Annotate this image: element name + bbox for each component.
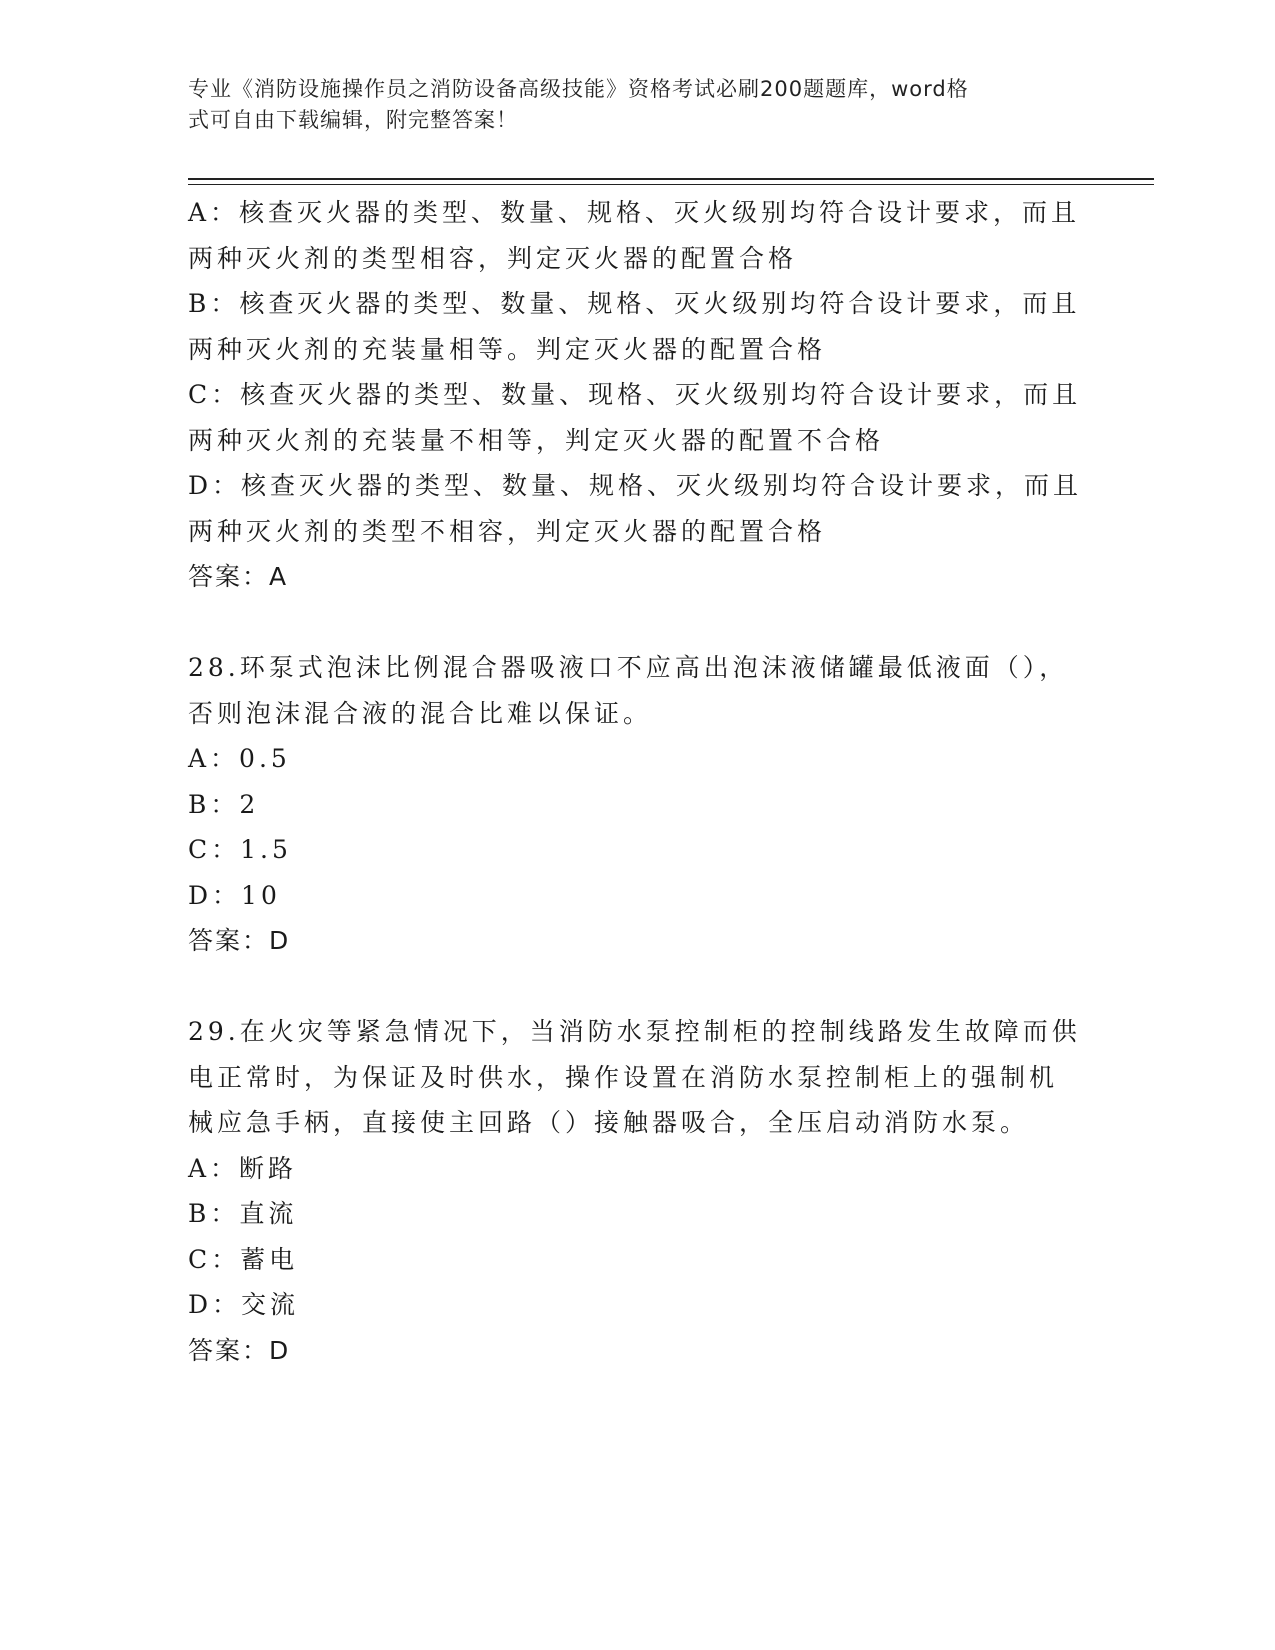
q29-option-b: B：直流 (188, 1199, 298, 1228)
q27-option-d-line-1: D：核查灭火器的类型、数量、规格、灭火级别均符合设计要求，而且 (188, 471, 1083, 500)
q27-answer: 答案：A (188, 562, 289, 591)
q28-option-b: B：2 (188, 789, 260, 819)
q29-answer: 答案：D (188, 1335, 291, 1365)
q27-option-a-line-2: 两种灭火剂的类型相容，判定灭火器的配置合格 (188, 243, 798, 273)
q29-option-c: C：蓄电 (188, 1244, 299, 1274)
q27-option-c-line-2: 两种灭火剂的充装量不相等，判定灭火器的配置不合格 (188, 425, 885, 455)
question-spacer (188, 964, 1088, 1010)
q27-option-b-line-1: B：核查灭火器的类型、数量、规格、灭火级别均符合设计要求，而且 (188, 289, 1081, 318)
q27-option-c-line-1: C：核查灭火器的类型、数量、现格、灭火级别均符合设计要求，而且 (188, 380, 1082, 409)
header-line-2: 式可自由下载编辑，附完整答案！ (188, 108, 518, 132)
q28-option-d: D：10 (188, 880, 281, 910)
header-divider-thick (188, 178, 1154, 180)
q28-answer: 答案：D (188, 926, 291, 955)
question-28 (188, 645, 1088, 964)
document-header (188, 74, 1068, 136)
question-content (188, 190, 1088, 1373)
q27-option-a-line-1: A：核查灭火器的类型、数量、规格、灭火级别均符合设计要求，而且 (188, 198, 1081, 227)
header-divider-thin (188, 184, 1154, 185)
q28-option-a: A：0.5 (188, 744, 291, 773)
q29-option-d: D：交流 (188, 1290, 300, 1319)
q29-stem-line-3: 械应急手柄，直接使主回路（）接触器吸合，全压启动消防水泵。 (188, 1108, 1030, 1137)
q28-stem-line-1: 28.环泵式泡沫比例混合器吸液口不应高出泡沫液储罐最低液面（）， (188, 653, 1069, 682)
question-29 (188, 1009, 1088, 1373)
question-27 (188, 190, 1088, 600)
q28-stem-line-2: 否则泡沫混合液的混合比难以保证。 (188, 698, 653, 728)
q27-option-b-line-2: 两种灭火剂的充装量相等。判定灭火器的配置合格 (188, 334, 827, 364)
q29-option-a: A：断路 (188, 1153, 298, 1183)
q28-option-c: C：1.5 (188, 835, 292, 864)
question-spacer (188, 600, 1088, 646)
q29-stem-line-1: 29.在火灾等紧急情况下，当消防水泵控制柜的控制线路发生故障而供 (188, 1017, 1081, 1046)
header-line-1: 专业《消防设施操作员之消防设备高级技能》资格考试必刷200题题库，word格 (188, 77, 969, 101)
q29-stem-line-2: 电正常时，为保证及时供水，操作设置在消防水泵控制柜上的强制机 (188, 1062, 1059, 1092)
q27-option-d-line-2: 两种灭火剂的类型不相容，判定灭火器的配置合格 (188, 516, 827, 546)
